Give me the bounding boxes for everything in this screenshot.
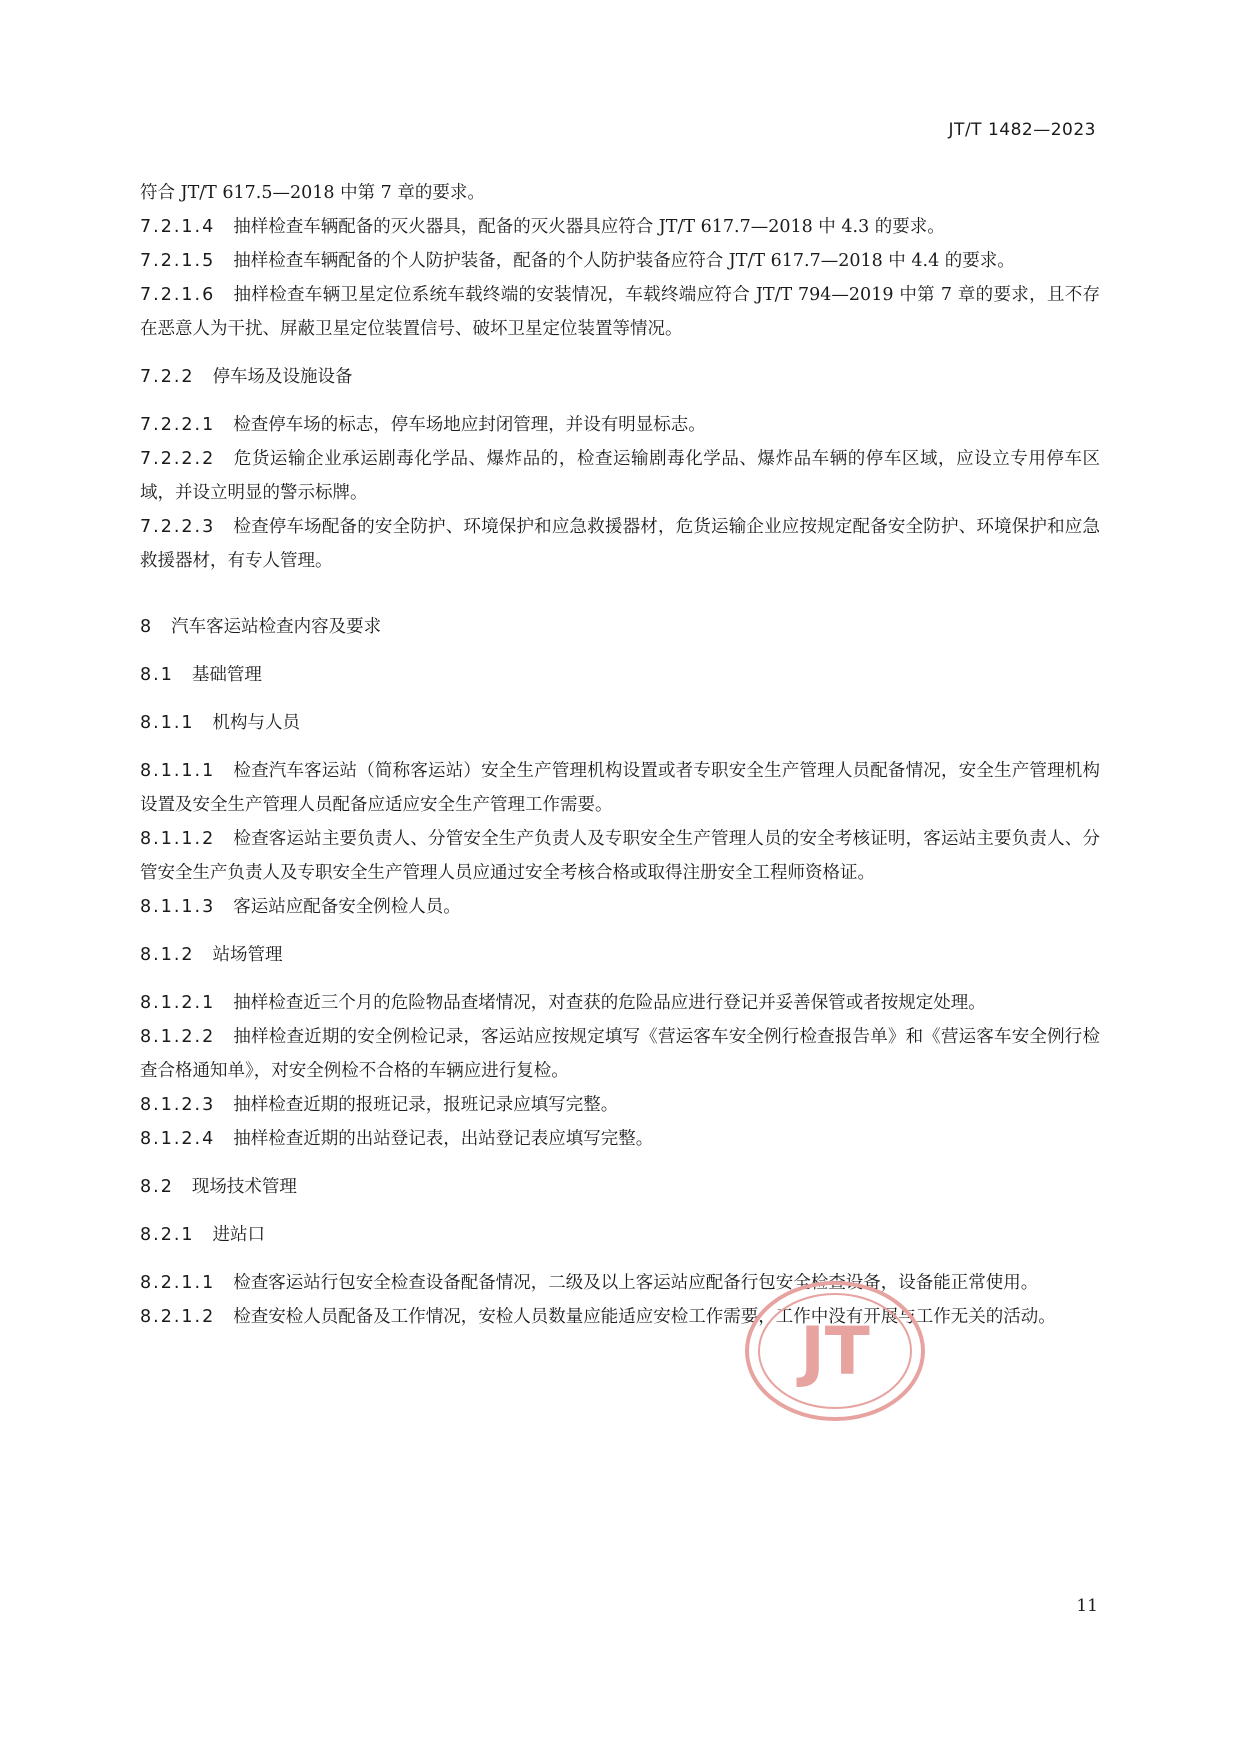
- document-body: [140, 176, 1100, 1334]
- clause-number: 7.2.1.4: [140, 217, 216, 237]
- clause-text: 汽车客运站检查内容及要求: [171, 617, 382, 637]
- section-heading: [140, 938, 1100, 972]
- clause-number: 8: [140, 617, 154, 637]
- section-heading: [140, 1170, 1100, 1204]
- clause-paragraph: [140, 890, 1100, 924]
- clause-text: 站场管理: [212, 945, 283, 965]
- clause-number: 7.2.2: [140, 367, 195, 387]
- clause-paragraph: [140, 1088, 1100, 1122]
- clause-number: 8.1.1: [140, 713, 195, 733]
- section-heading: [140, 658, 1100, 692]
- clause-text: 检查停车场的标志，停车场地应封闭管理，并设有明显标志。: [233, 415, 706, 435]
- seal-text: JT: [800, 1313, 870, 1390]
- clause-text: 抽样检查近期的安全例检记录，客运站应按规定填写《营运客车安全例行检查报告单》和《营运客车安全例行检查合格通知单》，对安全例检不合格的车辆应进行复检。: [140, 1027, 1100, 1081]
- document-code: JT/T 1482—2023: [948, 120, 1096, 140]
- clause-paragraph: [140, 278, 1100, 346]
- clause-text: 抽样检查车辆配备的灭火器具，配备的灭火器具应符合 JT/T 617.7—2018 中 4.3 的要求。: [233, 217, 945, 237]
- clause-paragraph: [140, 754, 1100, 822]
- clause-number: 8.1.1.2: [140, 829, 216, 849]
- clause-number: 8.1.1.3: [140, 897, 216, 917]
- clause-paragraph: [140, 1020, 1100, 1088]
- clause-text: 机构与人员: [212, 713, 301, 733]
- clause-text: 检查客运站行包安全检查设备配备情况，二级及以上客运站应配备行包安全检查设备，设备能正常使用。: [233, 1273, 1039, 1293]
- clause-text: 抽样检查近期的出站登记表，出站登记表应填写完整。: [233, 1129, 654, 1149]
- clause-number: 7.2.1.6: [140, 285, 216, 305]
- clause-text: 停车场及设施设备: [212, 367, 353, 387]
- section-heading: [140, 706, 1100, 740]
- clause-text: 抽样检查近三个月的危险物品查堵情况，对查获的危险品应进行登记并妥善保管或者按规定处理。: [233, 993, 986, 1013]
- clause-number: 8.1.1.1: [140, 761, 216, 781]
- clause-number: 8.1.2.1: [140, 993, 216, 1013]
- jt-watermark-seal: [740, 1276, 930, 1426]
- clause-text: 现场技术管理: [191, 1177, 297, 1197]
- clause-text: 检查安检人员配备及工作情况，安检人员数量应能适应安检工作需要，工作中没有开展与工作无关的活动。: [233, 1307, 1056, 1327]
- clause-text: 检查客运站主要负责人、分管安全生产负责人及专职安全生产管理人员的安全考核证明，客运站主要负责人、分管安全生产负责人及专职安全生产管理人员应通过安全考核合格或取得注册安全工程师资格证。: [140, 829, 1100, 883]
- clause-text: 客运站应配备安全例检人员。: [233, 897, 461, 917]
- clause-text: 抽样检查近期的报班记录，报班记录应填写完整。: [233, 1095, 619, 1115]
- clause-paragraph: [140, 1122, 1100, 1156]
- clause-text: 危货运输企业承运剧毒化学品、爆炸品的，检查运输剧毒化学品、爆炸品车辆的停车区域，应设立专用停车区域，并设立明显的警示标牌。: [140, 449, 1100, 503]
- clause-paragraph: [140, 986, 1100, 1020]
- clause-number: 8.1.2.3: [140, 1095, 216, 1115]
- clause-number: 7.2.2.3: [140, 517, 216, 537]
- clause-paragraph: [140, 176, 1100, 210]
- clause-number: 8.1: [140, 665, 174, 685]
- clause-text: 检查停车场配备的安全防护、环境保护和应急救援器材，危货运输企业应按规定配备安全防护、环境保护和应急救援器材，有专人管理。: [140, 517, 1100, 571]
- clause-paragraph: [140, 210, 1100, 244]
- clause-number: 7.2.2.2: [140, 449, 216, 469]
- clause-text: 抽样检查车辆配备的个人防护装备，配备的个人防护装备应符合 JT/T 617.7—2018 中 4.4 的要求。: [233, 251, 1015, 271]
- section-heading: [140, 360, 1100, 394]
- clause-paragraph: [140, 442, 1100, 510]
- clause-number: 8.2.1.1: [140, 1273, 216, 1293]
- clause-number: 8.1.2: [140, 945, 195, 965]
- clause-paragraph: [140, 1266, 1100, 1300]
- clause-text: 进站口: [212, 1225, 266, 1245]
- clause-paragraph: [140, 822, 1100, 890]
- clause-paragraph: [140, 408, 1100, 442]
- clause-paragraph: [140, 510, 1100, 578]
- clause-number: 8.1.2.2: [140, 1027, 216, 1047]
- section-heading: [140, 1218, 1100, 1252]
- page-number: 11: [1076, 1596, 1098, 1616]
- clause-number: 8.2: [140, 1177, 174, 1197]
- clause-text: 基础管理: [191, 665, 262, 685]
- clause-number: 8.2.1.2: [140, 1307, 216, 1327]
- chapter-heading: [140, 610, 1100, 644]
- clause-number: 7.2.1.5: [140, 251, 216, 271]
- clause-number: 7.2.2.1: [140, 415, 216, 435]
- clause-text: 抽样检查车辆卫星定位系统车载终端的安装情况，车载终端应符合 JT/T 794—2019 中第 7 章的要求，且不存在恶意人为干扰、屏蔽卫星定位装置信号、破坏卫星定位装置等情况。: [140, 285, 1100, 339]
- clause-number: 8.1.2.4: [140, 1129, 216, 1149]
- clause-text: 符合 JT/T 617.5—2018 中第 7 章的要求。: [140, 183, 485, 203]
- clause-text: 检查汽车客运站（简称客运站）安全生产管理机构设置或者专职安全生产管理人员配备情况，安全生产管理机构设置及安全生产管理人员配备应适应安全生产管理工作需要。: [140, 761, 1100, 815]
- clause-paragraph: [140, 244, 1100, 278]
- clause-number: 8.2.1: [140, 1225, 195, 1245]
- clause-paragraph: [140, 1300, 1100, 1334]
